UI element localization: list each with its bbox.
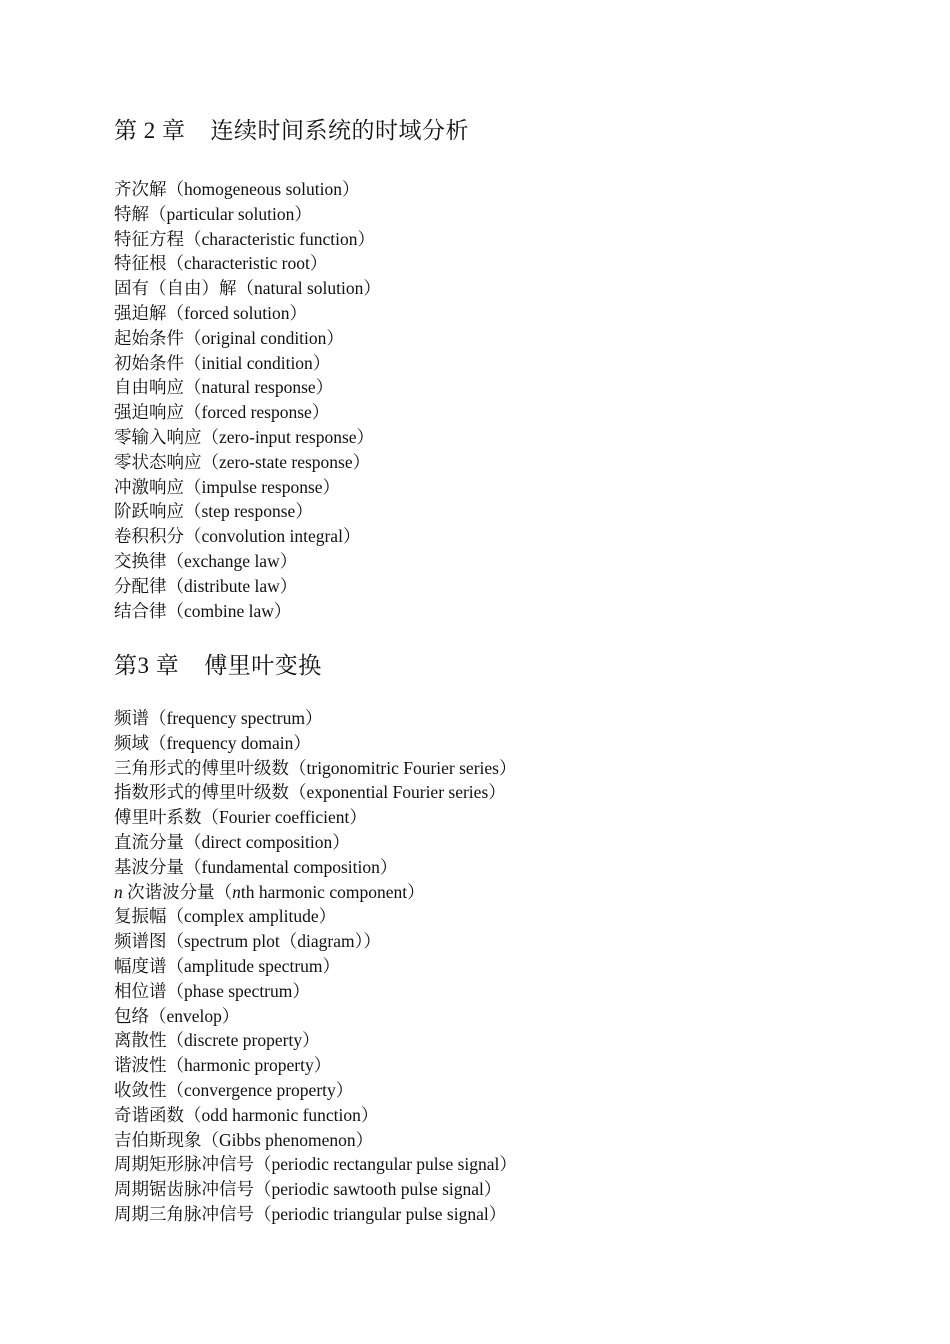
close-bracket: ）: [483, 1179, 502, 1200]
glossary-term: [114, 1028, 874, 1053]
close-bracket: ）: [294, 203, 312, 224]
close-bracket: ）: [498, 757, 517, 778]
open-bracket: （: [166, 931, 184, 952]
term-chinese: 特解: [114, 203, 149, 224]
glossary-term: [114, 1177, 874, 1202]
open-bracket: （: [289, 757, 307, 778]
glossary-term: [114, 780, 874, 805]
term-chinese: 谐波性: [114, 1055, 167, 1076]
term-chinese: 相位谱: [114, 980, 167, 1001]
glossary-term: [114, 880, 874, 905]
term-english: trigonomitric Fourier series: [306, 757, 499, 778]
close-bracket: ）: [349, 807, 367, 828]
open-bracket: （: [184, 526, 202, 547]
close-bracket: ）: [221, 1005, 240, 1026]
close-bracket: ）: [499, 1154, 517, 1175]
open-bracket: （: [254, 1179, 272, 1200]
open-bracket: （: [166, 550, 184, 571]
chapter-3-section: [114, 648, 874, 1227]
term-chinese: 指数形式的傅里叶级数: [114, 782, 289, 803]
open-bracket: （: [184, 402, 202, 423]
close-bracket: ）: [341, 179, 360, 199]
close-bracket: ）: [289, 302, 307, 323]
term-chinese: 直流分量: [114, 831, 184, 852]
chapter-2-section: [114, 113, 874, 623]
open-bracket: （: [184, 327, 202, 348]
close-bracket: ）: [315, 377, 334, 398]
close-bracket: ）: [295, 501, 313, 522]
term-chinese: 自由响应: [114, 377, 184, 398]
term-english: impulse response: [201, 476, 323, 497]
term-english: spectrum plot（diagram）: [184, 931, 364, 952]
term-english: step response: [201, 501, 296, 522]
glossary-term: [114, 475, 874, 500]
glossary-term: [114, 499, 874, 524]
close-bracket: ）: [322, 476, 341, 497]
term-chinese: 离散性: [114, 1030, 167, 1051]
term-english: envelop: [166, 1005, 222, 1026]
open-bracket: （: [289, 782, 307, 803]
glossary-term: [114, 400, 874, 425]
term-chinese: 交换律: [114, 550, 167, 571]
term-english: natural response: [201, 377, 316, 398]
glossary-term: [114, 202, 874, 227]
term-english: particular solution: [166, 203, 295, 224]
open-bracket: （: [236, 278, 254, 299]
term-english: characteristic function: [201, 228, 358, 249]
glossary-term: [114, 731, 874, 756]
term-chinese: n 次谐波分量: [114, 881, 215, 902]
term-chinese: 周期锯齿脉冲信号: [114, 1179, 254, 1200]
term-english: original condition: [201, 327, 327, 348]
term-chinese: 结合律: [114, 600, 167, 621]
term-chinese: 特征根: [114, 253, 167, 274]
glossary-term: [114, 351, 874, 376]
glossary-term: [114, 805, 874, 830]
close-bracket: ）: [279, 550, 298, 571]
term-english: harmonic property: [184, 1055, 314, 1076]
glossary-term: [114, 1152, 874, 1177]
open-bracket: （: [149, 732, 167, 753]
open-bracket: （: [201, 426, 219, 447]
term-english: Gibbs phenomenon: [219, 1129, 356, 1150]
close-bracket: ）: [304, 708, 323, 728]
glossary-term: [114, 979, 874, 1004]
glossary-term: [114, 904, 874, 929]
glossary-term: [114, 830, 874, 855]
open-bracket: （: [166, 955, 184, 976]
term-chinese: 分配律: [114, 575, 167, 596]
chapter-3-term-list: [114, 706, 874, 1227]
close-bracket: ）: [322, 955, 341, 976]
term-english: exponential Fourier series: [306, 782, 489, 803]
term-english: convergence property: [184, 1079, 336, 1100]
glossary-term: [114, 450, 874, 475]
close-bracket: ）: [363, 278, 381, 299]
open-bracket: （: [184, 476, 202, 497]
term-english: fundamental composition: [201, 856, 380, 877]
close-bracket: ）: [488, 1203, 507, 1224]
open-bracket: （: [166, 906, 184, 927]
close-bracket: ）: [292, 980, 310, 1001]
close-bracket: ）: [342, 526, 361, 547]
close-bracket: ）: [293, 732, 311, 753]
close-bracket: ）: [309, 253, 328, 274]
term-english: nth harmonic component: [232, 881, 408, 902]
glossary-term: [114, 574, 874, 599]
glossary-term: [114, 1103, 874, 1128]
close-bracket: ）: [357, 228, 375, 249]
term-english: convolution integral: [201, 526, 343, 547]
term-chinese: 基波分量: [114, 856, 184, 877]
term-chinese: 强迫解: [114, 302, 167, 323]
term-chinese: 零状态响应: [114, 451, 202, 472]
term-chinese: 初始条件: [114, 352, 184, 373]
open-bracket: （: [184, 831, 202, 852]
term-chinese: 包络: [114, 1005, 149, 1026]
open-bracket: （: [201, 1129, 219, 1150]
open-bracket: （: [166, 179, 184, 199]
open-bracket: （: [201, 451, 219, 472]
open-bracket: （: [254, 1154, 272, 1175]
glossary-term: [114, 1078, 874, 1103]
close-bracket: ）: [488, 782, 506, 803]
close-bracket: ）: [335, 1079, 354, 1100]
open-bracket: （: [184, 856, 202, 877]
term-chinese: 频域: [114, 732, 149, 753]
open-bracket: （: [166, 302, 184, 323]
term-chinese: 收敛性: [114, 1079, 167, 1100]
term-chinese: 奇谐函数: [114, 1104, 184, 1125]
term-chinese: 周期矩形脉冲信号: [114, 1154, 254, 1175]
term-chinese: 阶跃响应: [114, 501, 184, 522]
close-bracket: ）: [360, 1104, 379, 1125]
glossary-term: [114, 425, 874, 450]
open-bracket: （: [166, 253, 184, 274]
term-english: periodic sawtooth pulse signal: [271, 1179, 484, 1200]
term-english: frequency domain: [166, 732, 294, 753]
glossary-term: [114, 954, 874, 979]
glossary-term: [114, 855, 874, 880]
term-chinese: 零输入响应: [114, 426, 202, 447]
open-bracket: （: [166, 600, 184, 621]
close-bracket: ）: [326, 327, 344, 348]
close-bracket: ）: [379, 856, 398, 877]
chapter-3-heading: 第3 章 傅里叶变换: [114, 653, 322, 678]
open-bracket: （: [201, 807, 219, 828]
open-bracket: （: [166, 1079, 184, 1100]
close-bracket: ）: [302, 1030, 320, 1051]
term-english: periodic triangular pulse signal: [271, 1203, 489, 1224]
term-chinese: 起始条件: [114, 327, 184, 348]
open-bracket: （: [184, 228, 202, 249]
term-english: natural solution: [254, 278, 364, 299]
term-chinese: 周期三角脉冲信号: [114, 1203, 254, 1224]
term-english: exchange law: [184, 550, 280, 571]
glossary-term: [114, 227, 874, 252]
open-bracket: （: [254, 1203, 272, 1224]
open-bracket: （: [184, 377, 202, 398]
open-bracket: （: [184, 501, 202, 522]
close-bracket: ）: [313, 1055, 332, 1076]
close-bracket: ）: [355, 1129, 374, 1150]
glossary-term: [114, 177, 874, 202]
term-chinese: 强迫响应: [114, 402, 184, 423]
glossary-term: [114, 929, 874, 954]
term-chinese: 复振幅: [114, 906, 167, 927]
open-bracket: （: [166, 1030, 184, 1051]
term-english: initial condition: [201, 352, 313, 373]
close-bracket: ）: [407, 881, 425, 902]
close-bracket: ）: [273, 600, 292, 621]
open-bracket: （: [166, 575, 184, 596]
term-english: periodic rectangular pulse signal: [271, 1154, 500, 1175]
glossary-term: [114, 301, 874, 326]
glossary-term: [114, 706, 874, 731]
term-english: combine law: [184, 600, 274, 621]
open-bracket: （: [166, 980, 184, 1001]
open-bracket: （: [184, 1104, 202, 1125]
term-english: distribute law: [184, 575, 280, 596]
glossary-term: [114, 1202, 874, 1227]
term-chinese: 频谱图: [114, 931, 167, 952]
term-chinese: 傅里叶系数: [114, 807, 202, 828]
chapter-2-term-list: [114, 177, 874, 623]
term-english: complex amplitude: [184, 906, 319, 927]
term-english: Fourier coefficient: [219, 807, 350, 828]
glossary-term: [114, 276, 874, 301]
term-chinese: 吉伯斯现象: [114, 1129, 202, 1150]
term-english: forced response: [201, 402, 312, 423]
term-english: forced solution: [184, 302, 290, 323]
open-bracket: （: [214, 881, 233, 902]
close-bracket: ）: [332, 831, 350, 852]
term-english: direct composition: [201, 831, 333, 852]
close-bracket: ）: [311, 402, 330, 423]
glossary-term: [114, 326, 874, 351]
glossary-term: [114, 1004, 874, 1029]
glossary-term: [114, 251, 874, 276]
close-bracket: ）: [352, 451, 371, 472]
term-english: odd harmonic function: [201, 1104, 361, 1125]
term-english: zero-state response: [219, 451, 353, 472]
term-chinese: 齐次解: [114, 179, 167, 199]
open-bracket: （: [149, 1005, 167, 1026]
glossary-term: [114, 1128, 874, 1153]
chapter-2-heading: 第 2 章 连续时间系统的时域分析: [114, 118, 469, 143]
glossary-term: [114, 1053, 874, 1078]
term-chinese: 冲激响应: [114, 476, 184, 497]
close-bracket: ）: [356, 426, 375, 447]
term-english: discrete property: [184, 1030, 303, 1051]
term-chinese: 幅度谱: [114, 955, 167, 976]
glossary-term: [114, 549, 874, 574]
open-bracket: （: [166, 1055, 184, 1076]
glossary-term: [114, 375, 874, 400]
open-bracket: （: [184, 352, 202, 373]
term-chinese: 频谱: [114, 708, 149, 728]
close-bracket: ）: [363, 931, 381, 952]
term-english: phase spectrum: [184, 980, 293, 1001]
term-english: frequency spectrum: [166, 708, 305, 728]
term-chinese: 特征方程: [114, 228, 184, 249]
term-chinese: 三角形式的傅里叶级数: [114, 757, 289, 778]
glossary-term: [114, 599, 874, 624]
close-bracket: ）: [318, 906, 337, 927]
term-chinese: 固有（自由）解: [114, 278, 237, 299]
glossary-term: [114, 524, 874, 549]
term-english: amplitude spectrum: [184, 955, 323, 976]
close-bracket: ）: [312, 352, 331, 373]
close-bracket: ）: [279, 575, 298, 596]
term-english: characteristic root: [184, 253, 310, 274]
term-chinese: 卷积积分: [114, 526, 184, 547]
glossary-term: [114, 756, 874, 781]
term-english: zero-input response: [219, 426, 357, 447]
term-english: homogeneous solution: [184, 179, 342, 199]
open-bracket: （: [149, 203, 167, 224]
open-bracket: （: [149, 708, 167, 728]
